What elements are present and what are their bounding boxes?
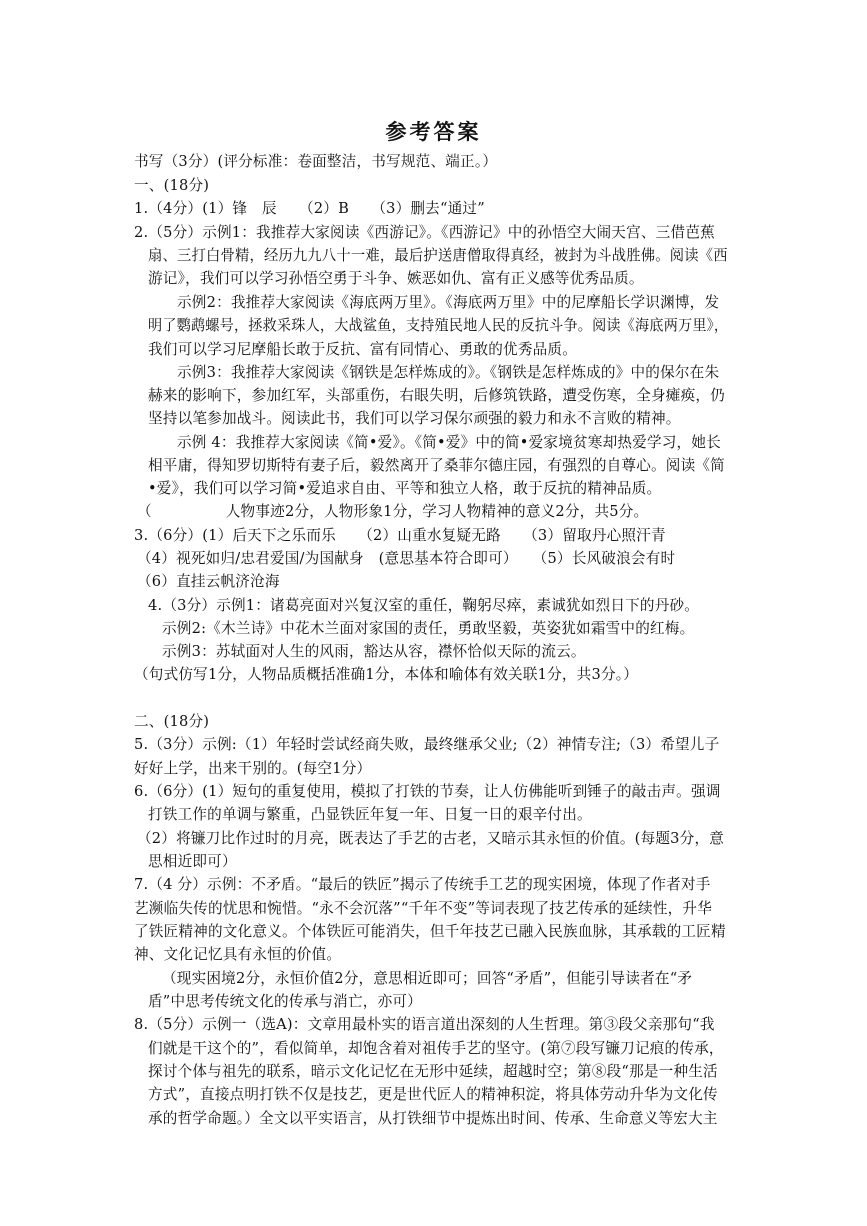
text-line: 4.（3分）示例1：诸葛亮面对兴复汉室的重任，鞠躬尽瘁，素诚犹如烈日下的丹砂。 xyxy=(148,597,700,614)
text-line: 坚持以笔参加战斗。阅读此书，我们可以学习保尔顽强的毅力和永不言败的精神。 xyxy=(148,410,681,427)
scoring-note: 盾”中思考传统文化的传承与消亡，亦可） xyxy=(148,993,422,1010)
scoring-note: （现实困境2分，永恒价值2分，意思相近即可；回答“矛盾”，但能引导读者在“矛 xyxy=(162,970,693,987)
text-line: （6）直挂云帆济沧海 xyxy=(137,573,280,590)
text-line: 艺濒临失传的忧思和惋惜。“永不会沉落”“千年不变”等词表现了技艺传承的延续性，升华 xyxy=(134,900,713,917)
text-line: 书写（3分）(评分标准：卷面整洁，书写规范、端正。） xyxy=(134,153,498,170)
text-line: 明了鹦鹉螺号，拯救采珠人，大战鲨鱼，支持殖民地人民的反抗斗争。阅读《海底两万里》， xyxy=(148,317,729,334)
text-line: 我们可以学习尼摩船长敢于反抗、富有同情心、勇敢的优秀品质。 xyxy=(148,341,578,358)
text-line: 6.（6分）(1）短句的重复使用，模拟了打铁的节奏，让人仿佛能听到锤子的敲击声。强调 xyxy=(134,783,721,800)
text-line: 1.（4分）(1）锋 辰 （2）B （3）删去“通过” xyxy=(134,200,485,217)
text-line: 示例2：我推荐大家阅读《海底两万里》。《海底两万里》中的尼摩船长学识渊博，发 xyxy=(177,294,720,311)
text-line: 7.（4 分）示例：不矛盾。“最后的铁匠”揭示了传统手工艺的现实困境，体现了作者对手 xyxy=(134,876,711,893)
section-heading: 一、(18分) xyxy=(134,177,210,194)
text-line: 示例3：我推荐大家阅读《钢铁是怎样炼成的》。《钢铁是怎样炼成的》中的保尔在朱 xyxy=(177,364,720,381)
text-line: （4）视死如归/忠君爱国/为国献身 (意思基本符合即可） （5）长风破浪会有时 xyxy=(137,550,676,567)
text-line: 示例3：苏轼面对人生的风雨，豁达从容，襟怀恰似天际的流云。 xyxy=(162,643,586,660)
text-line: （2）将镰刀比作过时的月亮，既表达了手艺的古老，又暗示其永恒的价值。(每题3分，意 xyxy=(137,830,725,847)
text-line: 赫来的影响下，参加红军，头部重伤，右眼失明，后修筑铁路，遭受伤寒，全身瘫痪，仍 xyxy=(148,387,725,404)
text-line: 好好上学，出来干别的。(每空1分） xyxy=(134,760,372,777)
scoring-note: （句式仿写1分，人物品质概括准确1分，本体和喻体有效关联1分，共3分。） xyxy=(134,666,639,683)
text-line: 方式”，直接点明打铁不仅是技艺，更是世代匠人的精神积淀，将具体劳动升华为文化传 xyxy=(148,1086,718,1103)
text-line: 了铁匠精神的文化意义。个体铁匠可能消失，但千年技艺已融入民族血脉，其承载的工匠精 xyxy=(134,923,726,940)
text-line: 承的哲学命题。）全文以平实语言，从打铁细节中提炼出时间、传承、生命意义等宏大主 xyxy=(148,1110,718,1127)
text-line: 神、文化记忆具有永恒的价值。 xyxy=(134,946,342,963)
text-line: 8.（5分）示例一（选A)：文章用最朴实的语言道出深刻的人生哲理。第③段父亲那句“我 xyxy=(134,1016,715,1033)
text-line: 游记》，我们可以学习孙悟空勇于斗争、嫉恶如仇、富有正义感等优秀品质。 xyxy=(148,270,644,287)
page-title: 参考答案 xyxy=(385,120,482,144)
section-heading: 二、(18分) xyxy=(134,713,210,730)
text-line: •爱》，我们可以学习简•爱追求自由、平等和独立人格，敢于反抗的精神品质。 xyxy=(148,480,662,497)
text-line: 3.（6分）(1）后天下之乐而乐 （2）山重水复疑无路 （3）留取丹心照汗青 xyxy=(134,527,666,544)
text-line: 扇、三打白骨精，经历九九八十一难，最后护送唐僧取得真经，被封为斗战胜佛。阅读《西 xyxy=(148,247,728,264)
text-line: 打铁工作的单调与繁重，凸显铁匠年复一年、日复一日的艰辛付出。 xyxy=(148,806,592,823)
text-line: 5.（3分）示例:（1）年轻时尝试经商失败，最终继承父业;（2）神情专注;（3）希望儿子 xyxy=(134,736,720,753)
text-line: 探讨个体与祖先的联系，暗示文化记忆在无形中延续，超越时空；第⑧段“那是一种生活 xyxy=(148,1063,718,1080)
text-line: 们就是干这个的”，看似简单，却饱含着对祖传手艺的坚守。(第⑦段写镰刀记痕的传承， xyxy=(148,1040,724,1057)
scoring-note: （ 人物事迹2分，人物形象1分，学习人物精神的意义2分，共5分。 xyxy=(137,503,649,520)
text-line: 示例2:《木兰诗》中花木兰面对家国的责任，勇敢坚毅，英姿犹如霜雪中的红梅。 xyxy=(162,620,695,637)
text-line: 2.（5分）示例1：我推荐大家阅读《西游记》。《西游记》中的孙悟空大闹天宫、三借芭蕉 xyxy=(134,224,715,241)
text-line: 相平庸，得知罗切斯特有妻子后，毅然离开了桑菲尔德庄园，有强烈的自尊心。阅读《简 xyxy=(148,457,725,474)
text-line: 示例 4：我推荐大家阅读《简•爱》。《简•爱》中的简•爱家境贫寒却热爱学习，她长 xyxy=(177,434,721,451)
text-line: 思相近即可） xyxy=(148,853,237,870)
